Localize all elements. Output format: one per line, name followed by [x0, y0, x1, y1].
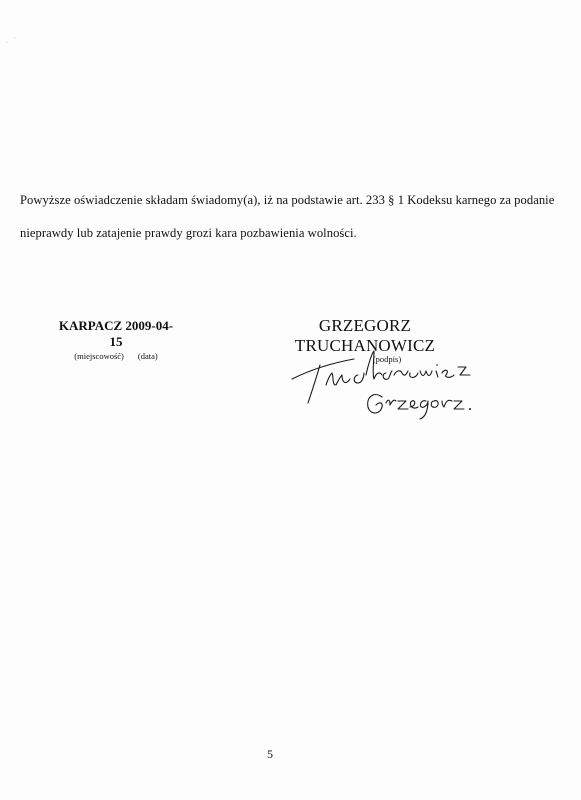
scan-speck: ·: [6, 40, 8, 46]
place-caption: (miejscowość): [74, 351, 124, 361]
signature-caption: (podpis): [372, 354, 402, 364]
declaration-statement: [20, 184, 565, 250]
place-date-captions: [56, 351, 176, 361]
place-date-block: [56, 318, 176, 361]
statement-line-2: nieprawdy lub zatajenie prawdy grozi kara pozbawienia wolności.: [20, 226, 357, 240]
handwritten-signature: [282, 345, 482, 425]
statement-line-1: Powyższe oświadczenie składam świadomy(a), iż na podstawie art. 233 § 1 Kodeksu karnego za podanie: [20, 193, 555, 207]
date-caption: (data): [137, 351, 158, 361]
page-number: 5: [267, 747, 273, 761]
place-date-value: KARPACZ 2009-04-15: [58, 318, 174, 349]
scan-speck: ·: [14, 36, 16, 42]
signer-name: GRZEGORZ TRUCHANOWICZ: [294, 316, 436, 355]
